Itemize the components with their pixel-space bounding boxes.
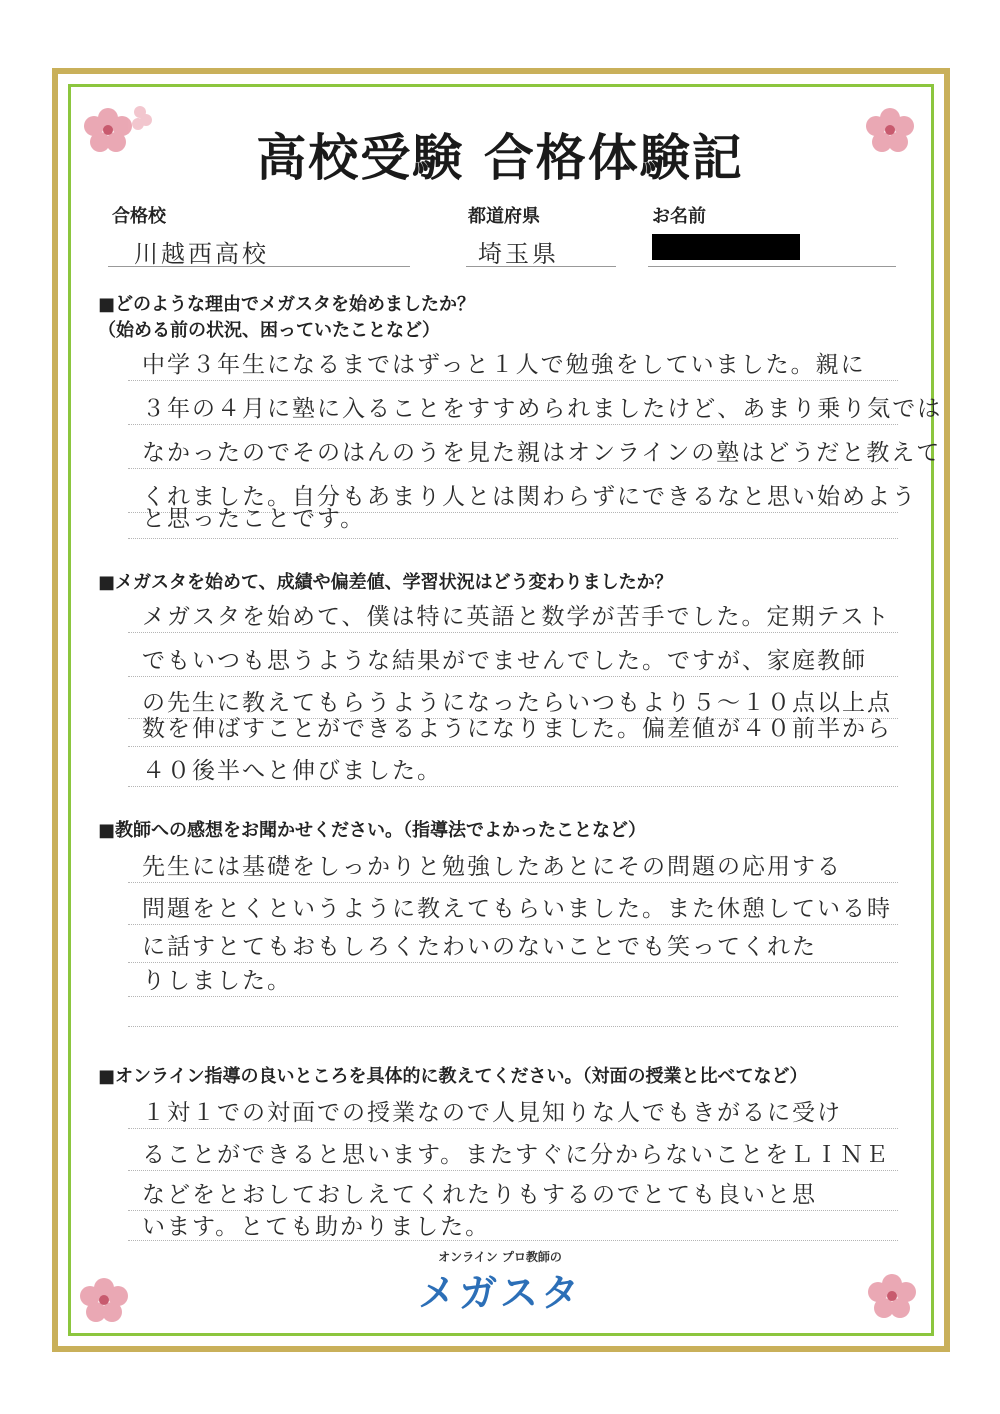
answer-line: でもいつも思うような結果がでませんでした。ですが、家庭教師 xyxy=(142,648,867,674)
answer-line: に話すとてもおもしろくたわいのないことでも笑ってくれた xyxy=(142,934,817,960)
answer-line: の先生に教えてもらうようになったらいつもより５～１０点以上点 xyxy=(142,690,892,716)
name-label: お名前 xyxy=(652,206,706,227)
answer-line: りしました。 xyxy=(142,968,292,994)
answer-line: います。とても助かりました。 xyxy=(142,1214,491,1240)
prefecture-value: 埼玉県 xyxy=(478,240,559,268)
answer-line: メガスタを始めて、僕は特に英語と数学が苦手でした。定期テスト xyxy=(142,604,891,630)
question-1: ■どのような理由でメガスタを始めましたか？ xyxy=(98,294,476,315)
answer-line: 問題をとくというように教えてもらいました。また休憩している時 xyxy=(142,896,892,922)
answer-line: くれました。自分もあまり人とは関わらずにできるなと思い始めよう xyxy=(142,484,917,510)
prefecture-label: 都道府県 xyxy=(468,206,540,227)
page-title: 高校受験 合格体験記 xyxy=(256,129,744,187)
answer-line: と思ったことです。 xyxy=(142,506,366,532)
answer-line: なかったのでそのはんのうを見た親はオンラインの塾はどうだと教えて xyxy=(142,440,942,466)
answer-line: 数を伸ばすことができるようになりました。偏差値が４０前半から xyxy=(142,716,892,742)
answer-line: ることができると思います。またすぐに分からないことをＬＩＮＥ xyxy=(142,1142,891,1168)
answer-line: 先生には基礎をしっかりと勉強したあとにその問題の応用する xyxy=(142,854,842,880)
school-value: 川越西高校 xyxy=(134,240,269,268)
answer-line: ３年の４月に塾に入ることをすすめられましたけど、あまり乗り気では xyxy=(142,396,943,422)
question-1-sub: （始める前の状況、困っていたことなど） xyxy=(98,320,440,341)
school-underline xyxy=(108,266,410,267)
answer-line: 中学３年生になるまではずっと１人で勉強をしていました。親に xyxy=(142,352,866,378)
prefecture-underline xyxy=(466,266,616,267)
school-label: 合格校 xyxy=(112,206,166,227)
answer-line: １対１での対面での授業なので人見知りな人でもきがるに受け xyxy=(142,1100,842,1126)
megasta-logo: メガスタ xyxy=(417,1271,582,1315)
logo-tagline: オンライン プロ教師の xyxy=(438,1250,562,1264)
question-4: ■オンライン指導の良いところを具体的に教えてください。（対面の授業と比べてなど） xyxy=(98,1066,808,1087)
question-2: ■メガスタを始めて、成績や偏差値、学習状況はどう変わりましたか？ xyxy=(98,572,673,593)
answer-line: ４０後半へと伸びました。 xyxy=(142,758,442,784)
question-3: ■教師への感想をお聞かせください。（指導法でよかったことなど） xyxy=(98,820,647,841)
name-underline xyxy=(648,266,896,267)
answer-line: などをとおしておしえてくれたりもするのでとても良いと思 xyxy=(142,1182,817,1208)
redacted-name xyxy=(652,234,800,260)
